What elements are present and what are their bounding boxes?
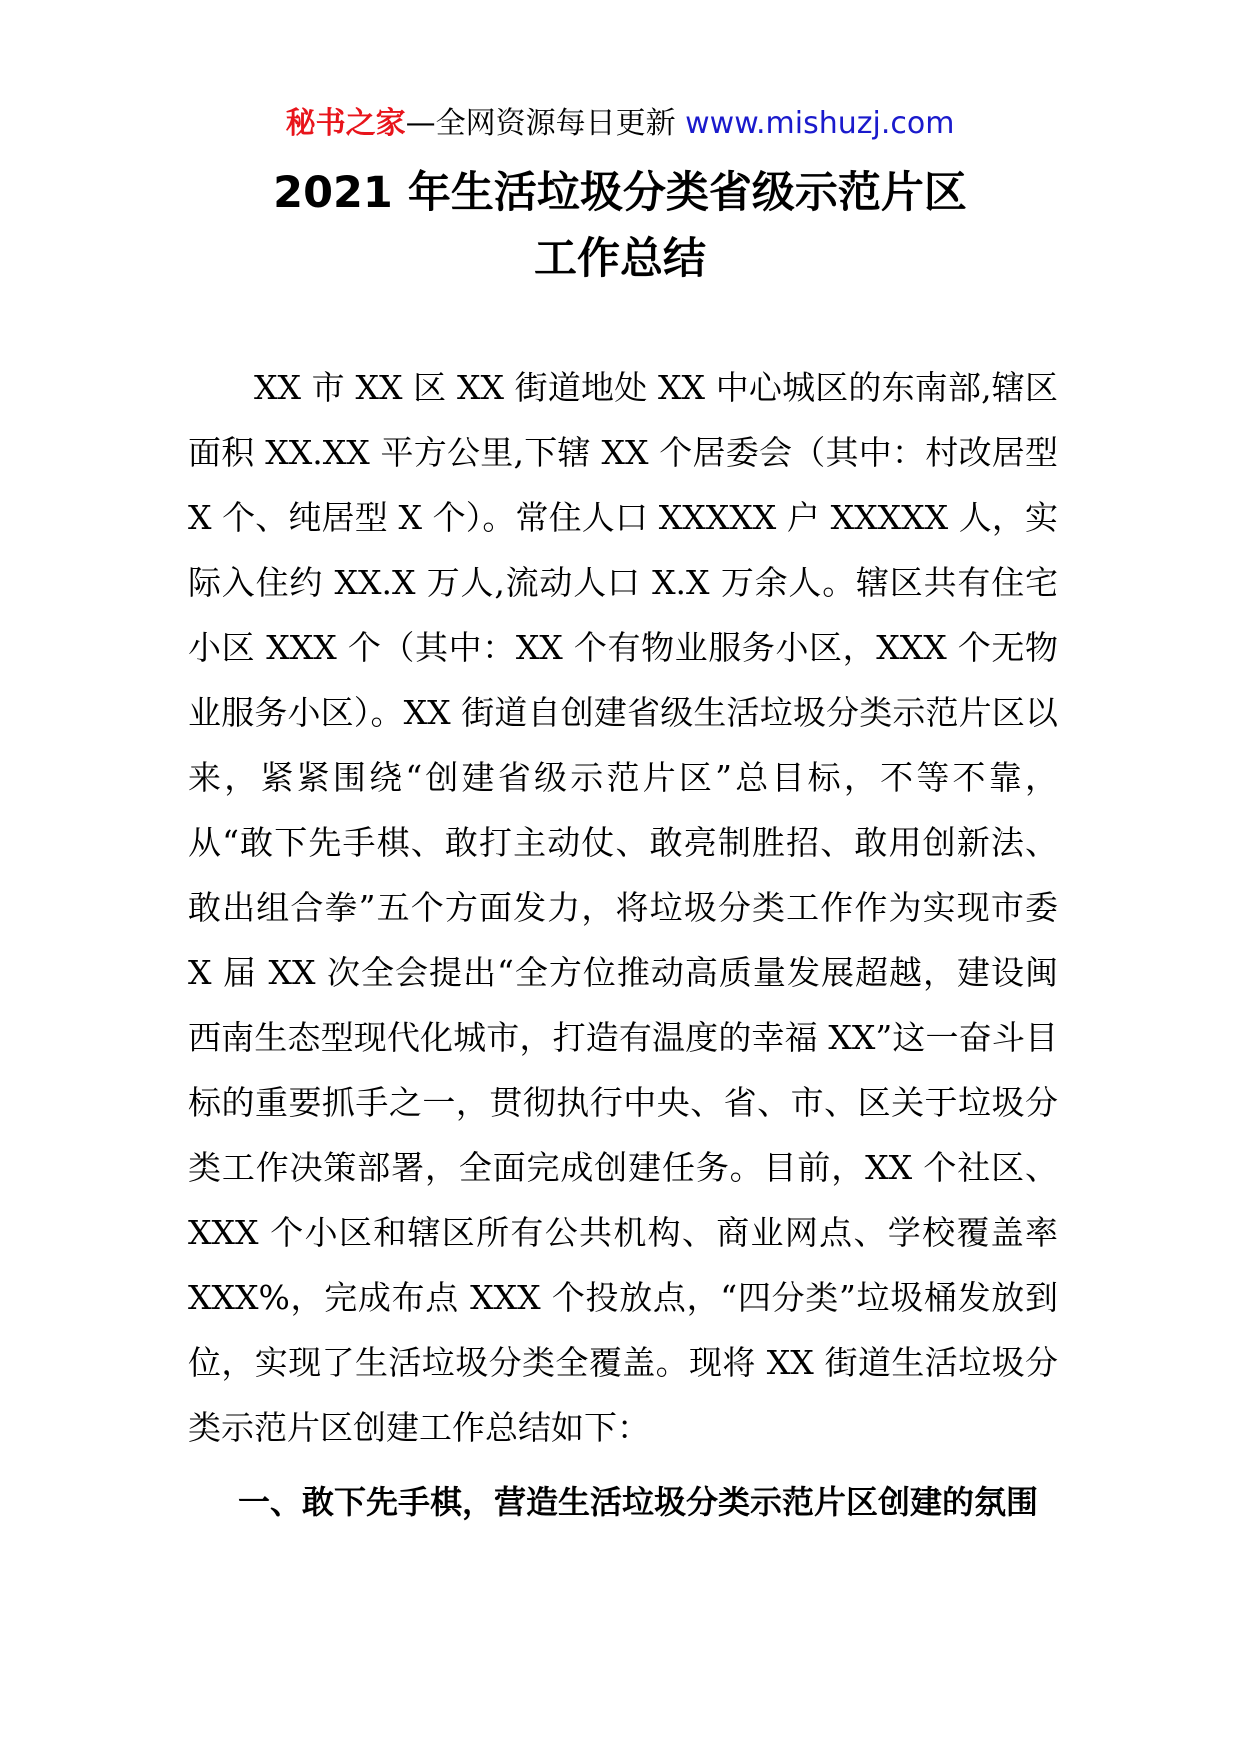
website-link[interactable]: www.mishuzj.com xyxy=(685,106,955,141)
banner-slogan: —全网资源每日更新 xyxy=(405,106,686,141)
title-line-2: 工作总结 xyxy=(534,234,706,284)
intro-paragraph: XX 市 XX 区 XX 街道地处 XX 中心城区的东南部,辖区面积 XX.XX 平方公里,下辖 XX 个居委会（其中：村改居型 X 个、纯居型 X 个）。常住人口 XXXXX 户 XXXXX 人，实际入住约 XX.X 万人,流动人口 X.X 万余人。辖区共有住宅小区 XXX 个（其中：XX 个有物业服务小区，XXX 个无物业服务小区）。XX 街道自创建省级生活垃圾分类示范片区以来，紧紧围绕“创建省级示范片区”总目标，不等不靠，从“敢下先手棋、敢打主动仗、敢亮制胜招、敢用创新法、敢出组合拳”五个方面发力，将垃圾分类工作作为实现市委 X 届 XX 次全会提出“全方位推动高质量发展超越，建设闽西南生态型现代化城市，打造有温度的幸福 XX”这一奋斗目标的重要抓手之一，贯彻执行中央、省、市、区关于垃圾分类工作决策部署，全面完成创建任务。目前，XX 个社区、XXX 个小区和辖区所有公共机构、商业网点、学校覆盖率 XXX%，完成布点 XXX 个投放点，“四分类”垃圾桶发放到位，实现了生活垃圾分类全覆盖。现将 XX 街道生活垃圾分类示范片区创建工作总结如下： xyxy=(188,368,1058,1447)
title-line-1: 2021 年生活垃圾分类省级示范片区 xyxy=(273,168,967,218)
brand-name: 秘书之家 xyxy=(285,106,406,141)
site-banner xyxy=(0,100,1240,148)
section-heading-1: 一、敢下先手棋，营造生活垃圾分类示范片区创建的氛围 xyxy=(238,1483,1039,1521)
document-title xyxy=(0,160,1240,292)
